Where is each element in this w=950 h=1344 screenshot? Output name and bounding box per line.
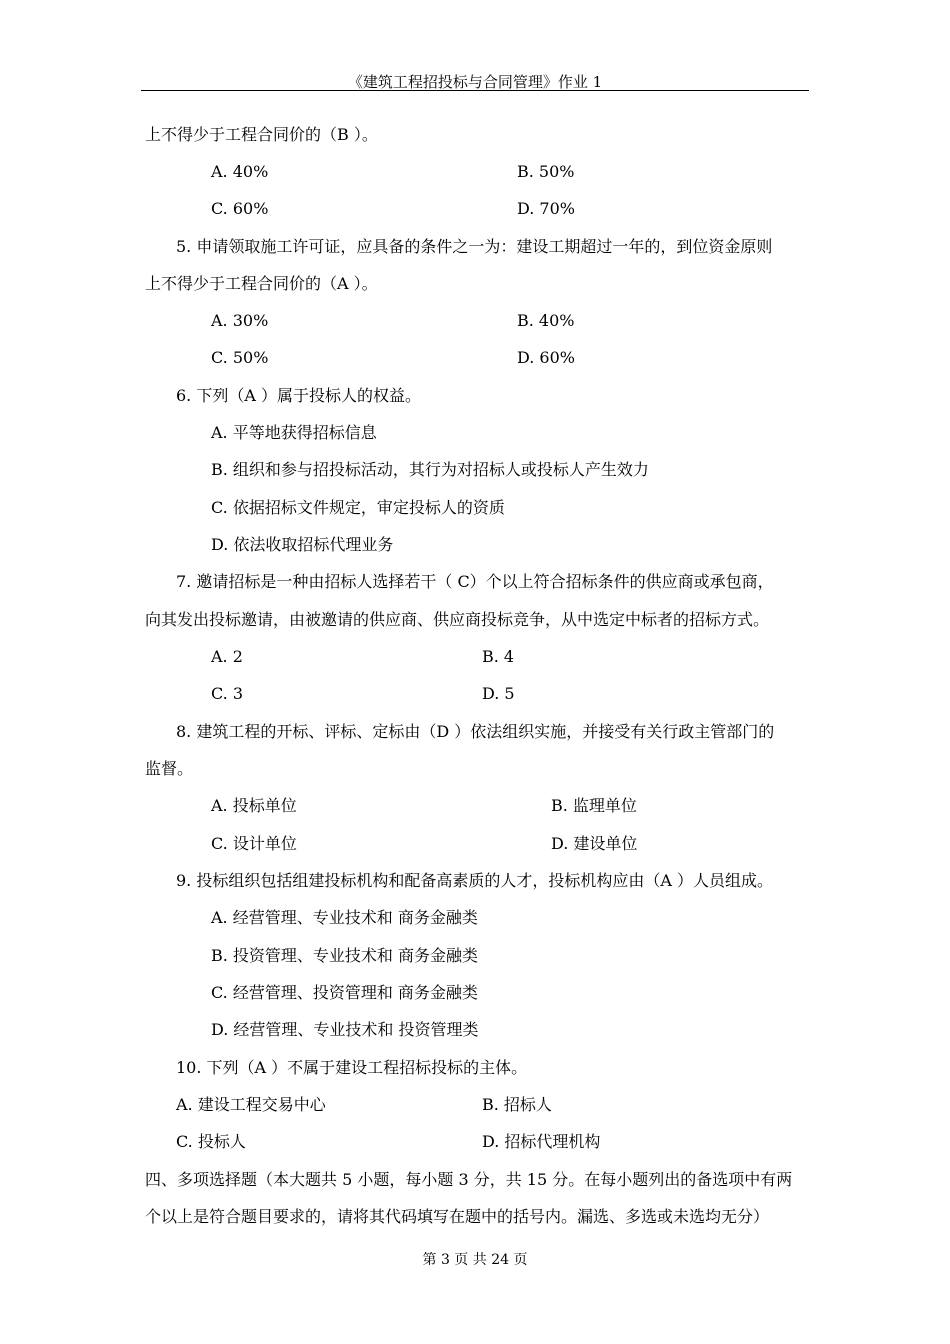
q7-option-d: D. 5 — [482, 684, 515, 703]
q8-option-b: B. 监理单位 — [551, 796, 637, 815]
q9-option-a: A. 经营管理、专业技术和 商务金融类 — [211, 908, 478, 927]
q8-option-c: C. 设计单位 — [211, 834, 297, 853]
q4-option-b: B. 50% — [517, 162, 575, 181]
q9-option-c: C. 经营管理、投资管理和 商务金融类 — [211, 983, 478, 1002]
q9-option-d: D. 经营管理、专业技术和 投资管理类 — [211, 1020, 479, 1039]
page-number: 第 3 页 共 24 页 — [422, 1252, 528, 1268]
q10-stem: 10. 下列（A ）不属于建设工程招标投标的主体。 — [176, 1058, 528, 1077]
q8-option-a: A. 投标单位 — [211, 796, 297, 815]
page-header: 《建筑工程招投标与合同管理》作业 1 — [347, 73, 603, 91]
q5-option-b: B. 40% — [517, 311, 575, 330]
q4-option-d: D. 70% — [517, 199, 575, 218]
section4-heading-line1: 四、多项选择题（本大题共 5 小题，每小题 3 分，共 15 分。在每小题列出的备选项中有两 — [145, 1170, 793, 1189]
q8-stem-line2: 监督。 — [145, 759, 194, 778]
q6-stem: 6. 下列（A ）属于投标人的权益。 — [176, 386, 421, 405]
q5-option-c: C. 50% — [211, 348, 269, 367]
q4-tail: 上不得少于工程合同价的（B ）。 — [145, 125, 378, 144]
q6-option-c: C. 依据招标文件规定，审定投标人的资质 — [211, 498, 505, 517]
q7-option-b: B. 4 — [482, 647, 515, 666]
q4-option-a: A. 40% — [211, 162, 269, 181]
q5-option-a: A. 30% — [211, 311, 269, 330]
q8-stem-line1: 8. 建筑工程的开标、评标、定标由（D ）依法组织实施，并接受有关行政主管部门的 — [176, 722, 775, 741]
q10-option-b: B. 招标人 — [482, 1095, 552, 1114]
q4-option-c: C. 60% — [211, 199, 269, 218]
q10-option-a: A. 建设工程交易中心 — [176, 1095, 326, 1114]
header-rule — [141, 90, 809, 91]
q10-option-d: D. 招标代理机构 — [482, 1132, 601, 1151]
q7-option-a: A. 2 — [211, 647, 243, 666]
q6-option-b: B. 组织和参与招投标活动，其行为对招标人或投标人产生效力 — [211, 460, 649, 479]
q5-stem-line2: 上不得少于工程合同价的（A ）。 — [145, 274, 378, 293]
q9-option-b: B. 投资管理、专业技术和 商务金融类 — [211, 946, 479, 965]
q6-option-d: D. 依法收取招标代理业务 — [211, 535, 394, 554]
q7-stem-line2: 向其发出投标邀请，由被邀请的供应商、供应商投标竞争，从中选定中标者的招标方式。 — [145, 610, 770, 629]
q5-stem-line1: 5. 申请领取施工许可证，应具备的条件之一为：建设工期超过一年的，到位资金原则 — [176, 237, 773, 256]
q10-option-c: C. 投标人 — [176, 1132, 246, 1151]
q9-stem: 9. 投标组织包括组建投标机构和配备高素质的人才，投标机构应由（A ）人员组成。 — [176, 871, 773, 890]
q5-option-d: D. 60% — [517, 348, 575, 367]
q7-stem-line1: 7. 邀请招标是一种由招标人选择若干（ C）个以上符合招标条件的供应商或承包商， — [176, 572, 774, 591]
section4-heading-line2: 个以上是符合题目要求的，请将其代码填写在题中的括号内。漏选、多选或未选均无分） — [145, 1207, 770, 1226]
q8-option-d: D. 建设单位 — [551, 834, 638, 853]
q6-option-a: A. 平等地获得招标信息 — [211, 423, 377, 442]
q7-option-c: C. 3 — [211, 684, 244, 703]
